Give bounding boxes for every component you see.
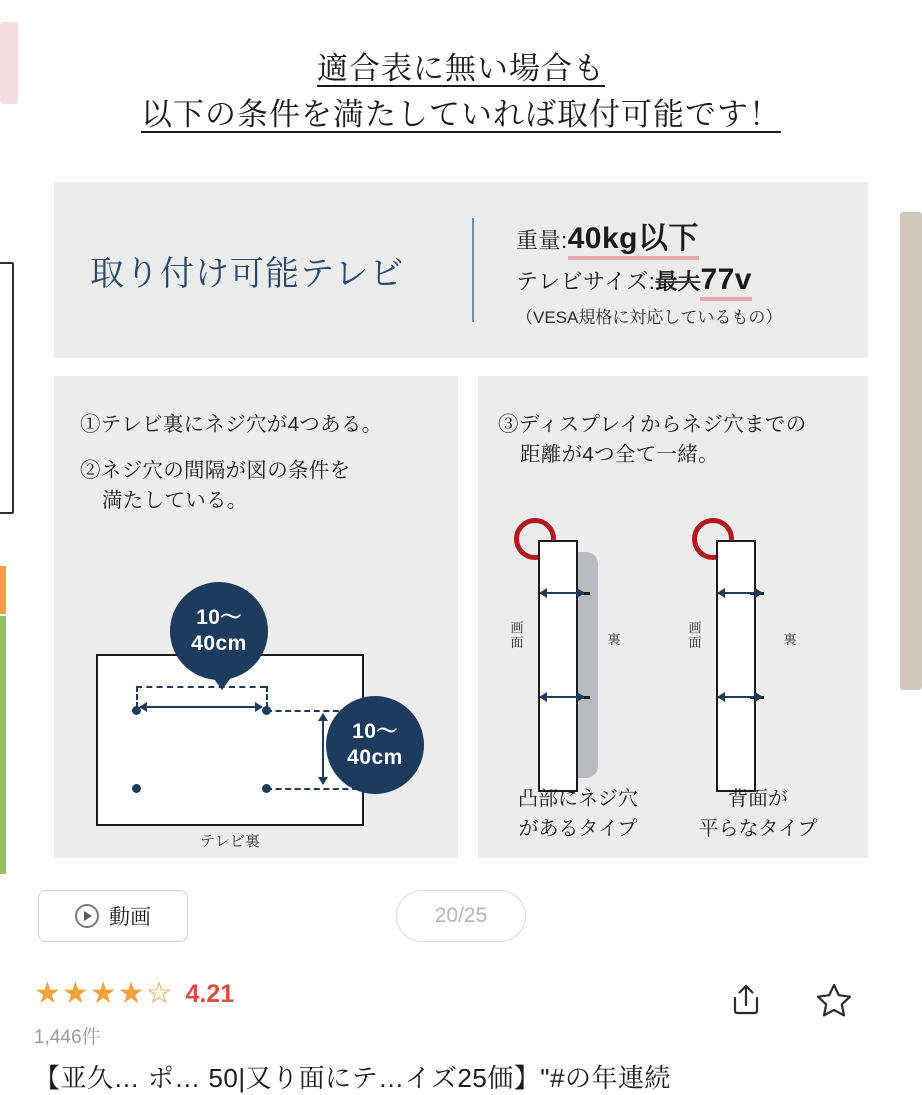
rating-row[interactable] (34, 978, 234, 1010)
star-rating-icon: ★★★★☆ (34, 977, 174, 1010)
rating-score: 4.21 (185, 979, 235, 1008)
dim-guide-top (136, 686, 266, 688)
condition-2-line-2: 満たしている。 (102, 489, 248, 512)
depth-arrow-lower-b (718, 696, 762, 698)
tv-side-profile-a (538, 540, 578, 792)
screw-hole-dot (132, 706, 141, 715)
video-button-label: 動画 (109, 906, 151, 929)
condition-3-line-1: ③ディスプレイからネジ穴までの (498, 413, 807, 436)
image-counter-badge: 20/25 (396, 890, 526, 942)
dim-guide-left (136, 686, 138, 708)
share-icon[interactable] (724, 978, 768, 1022)
carousel-edge-strip-box (0, 262, 14, 514)
h-badge-line-2: 40cm (191, 632, 247, 655)
video-button[interactable] (38, 890, 188, 942)
spec-panel-title: 取り付け可能テレビ (90, 254, 405, 293)
screen-side-label-a: 画面 (510, 620, 524, 650)
conditions-panel-right (478, 376, 868, 858)
size-value: 77v (700, 263, 752, 301)
depth-arrow-lower-a (540, 696, 584, 698)
tv-rear-bulge-shape (576, 552, 598, 778)
caption-a-line-2: があるタイプ (518, 818, 638, 840)
caption-b-line-2: 平らなタイプ (698, 818, 818, 840)
v-badge-line-2: 40cm (347, 746, 403, 769)
v-badge-line-1: 10～ (352, 720, 398, 743)
back-side-label-a: 裏 (607, 632, 621, 647)
headline-line-2: 以下の条件を満たしていれば取付可能です！ (141, 97, 781, 132)
screw-hole-dot (262, 784, 271, 793)
spec-panel-values (474, 213, 782, 328)
vertical-distance-badge (326, 696, 424, 794)
page-title (0, 46, 922, 138)
condition-1-text: ①テレビ裏にネジ穴が4つある。 (80, 413, 383, 436)
review-count[interactable]: 1,446件 (34, 1027, 101, 1048)
product-title[interactable]: 【亚久… ポ… 50|又り面にテ…イズ25価】"#の年連続 (34, 1063, 671, 1093)
caption-b-line-1: 背面が (728, 788, 788, 810)
weight-value: 40kg以下 (568, 222, 699, 260)
dim-guide-right (266, 686, 268, 708)
h-badge-line-1: 10～ (196, 606, 242, 629)
dim-guide-row-lower (266, 788, 358, 790)
condition-2-line-1: ②ネジ穴の間隔が図の条件を (80, 459, 351, 482)
tv-side-profile-b (716, 540, 756, 792)
size-prefix: 最大 (655, 268, 701, 294)
vesa-note: （VESA規格に対応しているもの） (516, 307, 783, 327)
horizontal-spacing-arrow (140, 706, 262, 708)
condition-2-text (80, 456, 440, 516)
screen-side-label-b: 画面 (688, 620, 702, 650)
side-figure-caption-b (670, 784, 846, 844)
carousel-edge-strip-grey (900, 212, 922, 690)
size-label: テレビサイズ: (516, 268, 656, 294)
condition-3-text (498, 410, 854, 470)
vertical-spacing-arrow (322, 714, 324, 784)
condition-3-line-2: 距離が4つ全て一緒。 (520, 443, 719, 466)
carousel-edge-strip-green (0, 616, 6, 874)
compatible-tv-spec-panel (54, 182, 868, 358)
weight-label: 重量: (516, 227, 568, 253)
play-icon (75, 904, 99, 928)
carousel-edge-strip-orange (0, 566, 6, 614)
screw-hole-dot (262, 706, 271, 715)
badge-pointer (209, 672, 235, 690)
side-figure-caption-a (490, 784, 666, 844)
screw-hole-dot (132, 784, 141, 793)
depth-arrow-upper-b (718, 592, 762, 594)
favorite-star-icon[interactable] (812, 978, 856, 1022)
depth-arrow-upper-a (540, 592, 584, 594)
tv-back-caption: テレビ裏 (200, 833, 260, 850)
headline-line-1: 適合表に無い場合も (317, 51, 605, 86)
back-side-label-b: 裏 (783, 632, 797, 647)
caption-a-line-1: 凸部にネジ穴 (518, 788, 638, 810)
horizontal-distance-badge (170, 582, 268, 680)
conditions-panel-left (54, 376, 458, 858)
